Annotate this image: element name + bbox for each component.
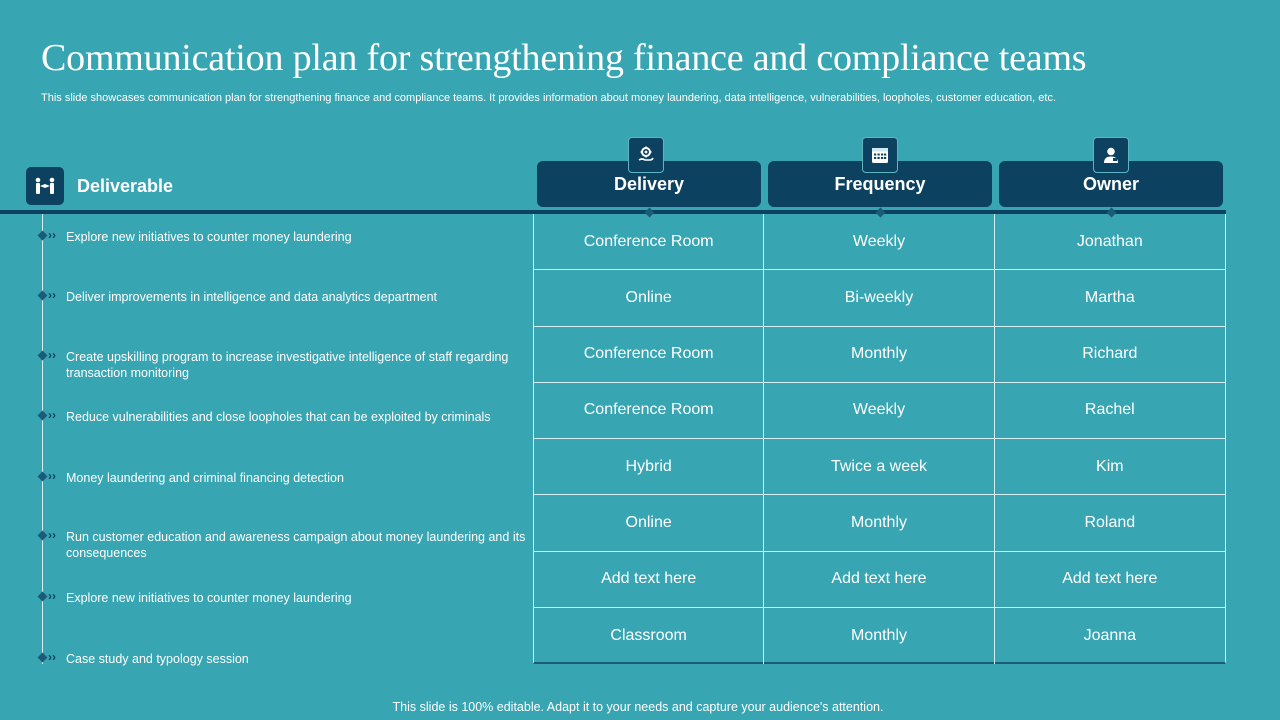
table-row (534, 327, 1225, 383)
slide-subtitle: This slide showcases communication plan for strengthening finance and compliance teams. It provides information about money laundering, data intelligence, vulnerabilities, loopholes, customer education, etc. (41, 92, 1057, 104)
list-item (38, 289, 528, 305)
deliverable-text: Explore new initiatives to counter money laundering (66, 591, 352, 605)
owner-cell: Kim (1096, 457, 1124, 475)
list-item (38, 470, 528, 486)
deliverable-text: Deliver improvements in intelligence and data analytics department (66, 290, 438, 304)
frequency-cell: Weekly (764, 383, 994, 438)
owner-cell: Richard (1082, 345, 1138, 363)
list-item (38, 409, 528, 425)
table-row (534, 270, 1225, 326)
bullet-marker: ›› (38, 289, 66, 303)
slide-title: Communication plan for strengthening finance and compliance teams (41, 37, 1087, 79)
gear-hand-icon (628, 137, 664, 173)
column-header-frequency: Frequency (768, 161, 992, 207)
delivery-cell: Conference Room (534, 214, 764, 269)
deliverable-text: Create upskilling program to increase investigative intelligence of staff regarding transaction monitoring (66, 350, 509, 380)
calendar-icon (862, 137, 898, 173)
bullet-marker: ›› (38, 590, 66, 604)
frequency-cell: Weekly (764, 214, 994, 269)
table-row (534, 214, 1225, 270)
table-row (534, 552, 1225, 608)
list-item (38, 590, 528, 606)
bullet-marker: ›› (38, 529, 66, 543)
user-icon (1093, 137, 1129, 173)
owner-cell: Add text here (1062, 570, 1158, 588)
table-row (534, 439, 1225, 495)
frequency-cell: Bi-weekly (764, 270, 994, 325)
owner-cell: Martha (1084, 288, 1135, 306)
column-header-delivery: Delivery (537, 161, 761, 207)
plan-table (533, 214, 1226, 664)
delivery-cell: Hybrid (534, 439, 764, 494)
bullet-marker: ›› (38, 349, 66, 363)
deliverable-text: Run customer education and awareness campaign about money laundering and its consequences (66, 530, 526, 560)
delivery-cell: Conference Room (534, 383, 764, 438)
table-row (534, 608, 1225, 664)
list-item (38, 651, 528, 667)
table-row (534, 495, 1225, 551)
bullet-marker: ›› (38, 470, 66, 484)
owner-cell: Joanna (1083, 626, 1137, 644)
deliverable-header (26, 167, 173, 205)
bullet-marker: ›› (38, 229, 66, 243)
list-item (38, 349, 528, 381)
deliverable-text: Reduce vulnerabilities and close loopholes that can be exploited by criminals (66, 410, 491, 424)
delivery-cell: Online (534, 495, 764, 550)
list-item (38, 229, 528, 245)
delivery-cell: Classroom (534, 608, 764, 664)
owner-cell: Jonathan (1076, 232, 1143, 250)
handshake-people-icon (26, 167, 64, 205)
frequency-cell: Add text here (764, 552, 994, 607)
delivery-cell: Add text here (534, 552, 764, 607)
deliverable-text: Money laundering and criminal financing detection (66, 471, 344, 485)
deliverable-label: Deliverable (77, 175, 174, 196)
list-item (38, 529, 528, 561)
frequency-cell: Monthly (764, 495, 994, 550)
frequency-cell: Monthly (764, 608, 994, 664)
owner-cell: Rachel (1084, 401, 1135, 419)
frequency-cell: Twice a week (764, 439, 994, 494)
table-row (534, 383, 1225, 439)
column-header-owner: Owner (999, 161, 1223, 207)
delivery-cell: Online (534, 270, 764, 325)
slide-footer: This slide is 100% editable. Adapt it to your needs and capture your audience's attention. (392, 700, 884, 714)
delivery-cell: Conference Room (534, 327, 764, 382)
owner-cell: Roland (1084, 513, 1136, 531)
bullet-marker: ›› (38, 651, 66, 665)
deliverable-text: Explore new initiatives to counter money laundering (66, 230, 352, 244)
deliverable-text: Case study and typology session (66, 652, 249, 666)
bullet-marker: ›› (38, 409, 66, 423)
frequency-cell: Monthly (764, 327, 994, 382)
